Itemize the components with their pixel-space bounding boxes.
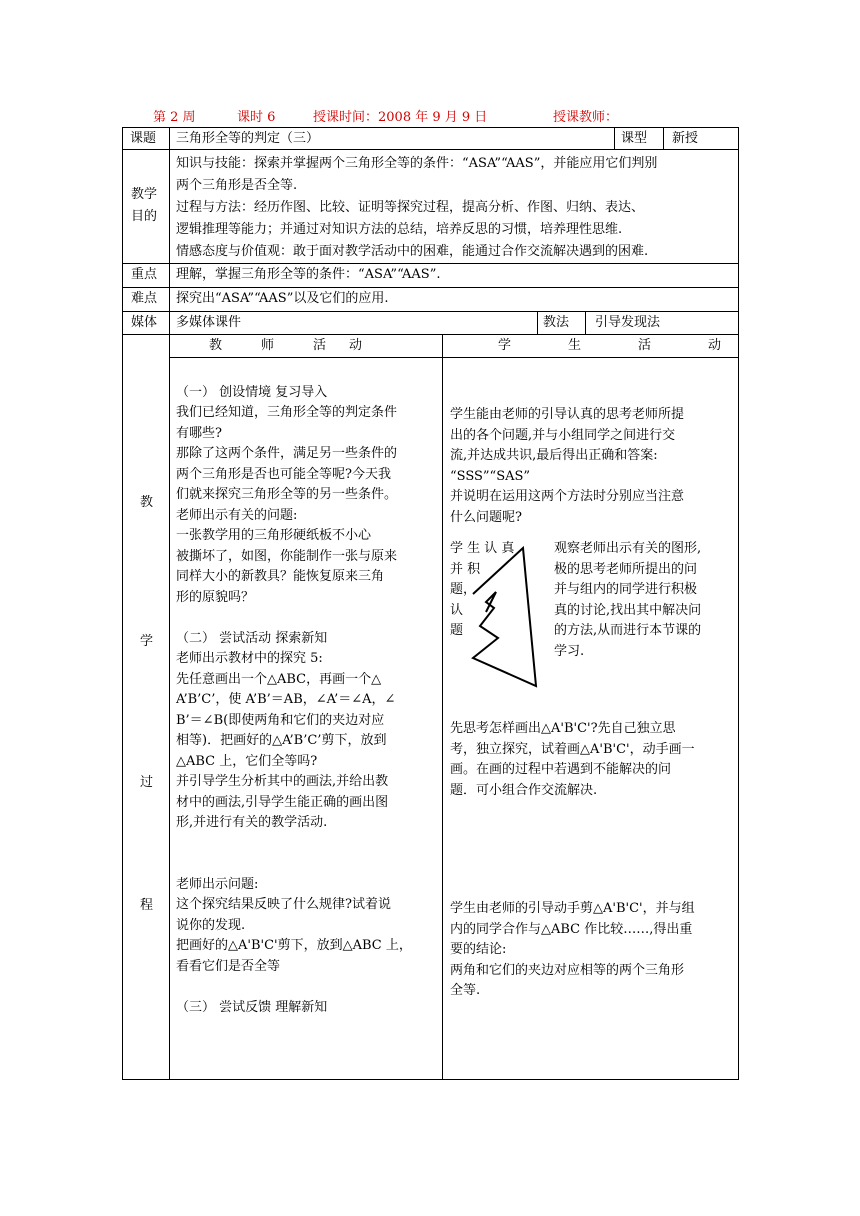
- difficulty-label: 难点: [131, 291, 158, 306]
- teacher-line: B’＝∠B(即使两角和它们的夹边对应: [176, 712, 385, 728]
- torn-triangle-figure: [468, 546, 548, 692]
- column-divider: [614, 127, 615, 150]
- process-label-char: 过: [140, 775, 154, 790]
- student-line: 题: [450, 623, 464, 638]
- teacher-line: [176, 362, 412, 383]
- teacher-line: 那除了这两个条件，满足另一些条件的: [176, 446, 398, 461]
- heading-char: 教: [209, 338, 223, 353]
- goal-line: 两个三角形是否全等.: [176, 178, 298, 193]
- teacher-line: （二） 尝试活动 探索新知: [176, 630, 328, 646]
- column-divider: [169, 127, 170, 1080]
- teacher-line: 一张教学用的三角形硬纸板不小心: [176, 528, 372, 543]
- teacher-line: [176, 834, 412, 855]
- heading-char: 活: [638, 338, 652, 353]
- row-divider: [122, 311, 739, 312]
- teacher-line: 相等)．把画好的△A’B’C’剪下，放到: [176, 733, 387, 748]
- student-line: 要的结论:: [450, 942, 507, 957]
- column-divider: [537, 311, 538, 335]
- student-line: 的方法,从而进行本节课的: [554, 623, 702, 638]
- student-line: 先思考怎样画出△A'B'C'?先自己独立思: [450, 721, 676, 736]
- teacher-line: 这个探究结果反映了什么规律?试着说: [176, 897, 391, 912]
- column-divider: [663, 127, 664, 150]
- process-label-char: 程: [140, 898, 154, 913]
- teacher-line: （三） 尝试反馈 理解新知: [176, 999, 328, 1015]
- column-divider: [585, 311, 586, 335]
- goal-line: 情感态度与价值观：敢于面对教学活动中的困难，能通过合作交流解决遇到的困难.: [176, 244, 649, 259]
- student-line: 出的各个问题,并与小组同学之间进行交: [450, 427, 676, 443]
- teacher-line: 我们已经知道，三角形全等的判定条件: [176, 405, 398, 420]
- week-label: 第 2 周: [153, 110, 196, 125]
- student-line: 观察老师出示有关的图形,: [554, 541, 702, 556]
- teacher-line: 说你的发现.: [176, 917, 246, 933]
- student-line: 全等.: [450, 983, 481, 998]
- row-divider: [122, 334, 739, 335]
- row-divider: [122, 149, 739, 150]
- student-activity-block: [450, 405, 684, 528]
- student-line: 极的思考老师所提出的问: [554, 561, 698, 577]
- process-label-char: 教: [140, 495, 154, 510]
- difficulty-value: 探究出“ASA”“AAS”以及它们的应用.: [176, 291, 389, 306]
- student-activity-block: [450, 899, 695, 1002]
- heading-char: 学: [498, 338, 512, 353]
- heading-char: 活: [313, 338, 327, 353]
- process-label-char: 学: [140, 634, 154, 649]
- student-line: 并 积: [450, 561, 481, 577]
- heading-char: 动: [708, 338, 722, 353]
- media-value: 多媒体课件: [176, 315, 242, 330]
- student-line: 题，: [450, 582, 477, 597]
- teacher-line: 把画好的△A'B'C'剪下，放到△ABC 上，: [176, 938, 412, 953]
- heading-char: 师: [261, 338, 275, 353]
- topic-value: 三角形全等的判定（三）: [176, 131, 320, 146]
- student-line: 两角和它们的夹边对应相等的两个三角形: [450, 962, 685, 978]
- student-line: 学 生 认 真: [450, 541, 515, 556]
- teacher-line: △ABC 上，它们全等吗?: [176, 753, 318, 769]
- media-label: 媒体: [131, 315, 158, 330]
- teacher-activity-text: [176, 362, 412, 1018]
- teacher-line: 老师出示教材中的探究 5:: [176, 651, 323, 666]
- column-divider: [442, 334, 443, 1080]
- triangle-outline: [473, 548, 536, 686]
- teacher-line: [176, 977, 412, 998]
- method-value: 引导发现法: [595, 315, 661, 330]
- teacher-line: （一） 创设情境 复习导入: [176, 384, 328, 400]
- method-label: 教法: [543, 315, 570, 330]
- key-point-label: 重点: [131, 267, 158, 282]
- goal-line: 过程与方法：经历作图、比较、证明等探究过程，提高分析、作图、归纳、表达、: [176, 200, 645, 215]
- period-label: 课时 6: [237, 110, 276, 125]
- teacher-line: 同样大小的新教具？能恢复原来三角: [176, 569, 385, 584]
- row-divider: [169, 357, 739, 358]
- goal-line: 知识与技能：探索并掌握两个三角形全等的条件：“ASA”“AAS”，并能应用它们判别: [176, 156, 658, 171]
- teacher-line: 有哪些?: [176, 425, 222, 441]
- goals-label: 教学: [131, 187, 158, 202]
- lesson-type-value: 新授: [672, 131, 699, 146]
- teacher-line: 老师出示有关的问题:: [176, 507, 298, 523]
- teacher-line: 被撕坏了，如图，你能制作一张与原来: [176, 548, 398, 564]
- teacher-line: 并引导学生分析其中的画法,并给出教: [176, 774, 389, 789]
- teacher-line: 形,并进行有关的教学活动.: [176, 815, 328, 830]
- teacher-line: 们就来探究三角形全等的另一些条件。: [176, 487, 398, 502]
- teacher-label: 授课教师：: [553, 110, 619, 125]
- heading-char: 生: [568, 338, 582, 353]
- teacher-line: 材中的画法,引导学生能正确的画出图: [176, 794, 389, 810]
- student-line: 画。在画的过程中若遇到不能解决的问: [450, 762, 672, 777]
- student-side-right: [554, 539, 701, 662]
- teacher-line: [176, 854, 412, 875]
- teacher-line: A’B’C’，使 A’B’＝AB，∠A’＝∠A，∠: [176, 692, 396, 707]
- goals-label: 目的: [131, 209, 158, 224]
- row-divider: [122, 287, 739, 288]
- student-line: “SSS”“SAS”: [450, 468, 531, 484]
- student-line: 认: [450, 602, 464, 618]
- student-line: 内的同学合作与△ABC 作比较……,得出重: [450, 921, 693, 937]
- teacher-line: 两个三角形是否也可能全等呢?今天我: [176, 466, 391, 482]
- student-line: 学习.: [554, 643, 585, 659]
- row-divider: [122, 263, 739, 264]
- teacher-line: 看看它们是否全等: [176, 958, 281, 974]
- student-line: 学生能由老师的引导认真的思考老师所提: [450, 407, 685, 422]
- lesson-type-label: 课型: [621, 131, 648, 146]
- goals-text: [176, 153, 657, 263]
- teacher-line: [176, 608, 412, 629]
- date-label: 授课时间：2008 年 9 月 9 日: [313, 110, 488, 125]
- student-activity-block: [450, 719, 695, 801]
- key-point-value: 理解，掌握三角形全等的条件：“ASA”“AAS”.: [176, 267, 441, 282]
- student-line: 题．可小组合作交流解决.: [450, 782, 598, 798]
- topic-label: 课题: [130, 131, 157, 146]
- student-line: 什么问题呢?: [450, 509, 522, 525]
- teacher-line: 形的原貌吗？: [176, 589, 255, 605]
- heading-char: 动: [349, 338, 363, 353]
- goal-line: 逻辑推理等能力；并通过对知识方法的总结，培养反思的习惯，培养理性思维.: [176, 222, 623, 237]
- student-line: 学生由老师的引导动手剪△A'B'C'，并与组: [450, 901, 695, 916]
- student-line: 流,并达成共识,最后得出正确和答案:: [450, 448, 658, 463]
- teacher-line: 老师出示问题:: [176, 876, 259, 892]
- student-line: 并与组内的同学进行积极: [554, 582, 698, 597]
- student-line: 并说明在运用这两个方法时分别应当注意: [450, 489, 685, 504]
- student-line: 真的讨论,找出其中解决问: [554, 602, 702, 618]
- teacher-line: 先任意画出一个△ABC，再画一个△: [176, 671, 382, 687]
- student-line: 考，独立探究，试着画△A'B'C'，动手画一: [450, 741, 695, 757]
